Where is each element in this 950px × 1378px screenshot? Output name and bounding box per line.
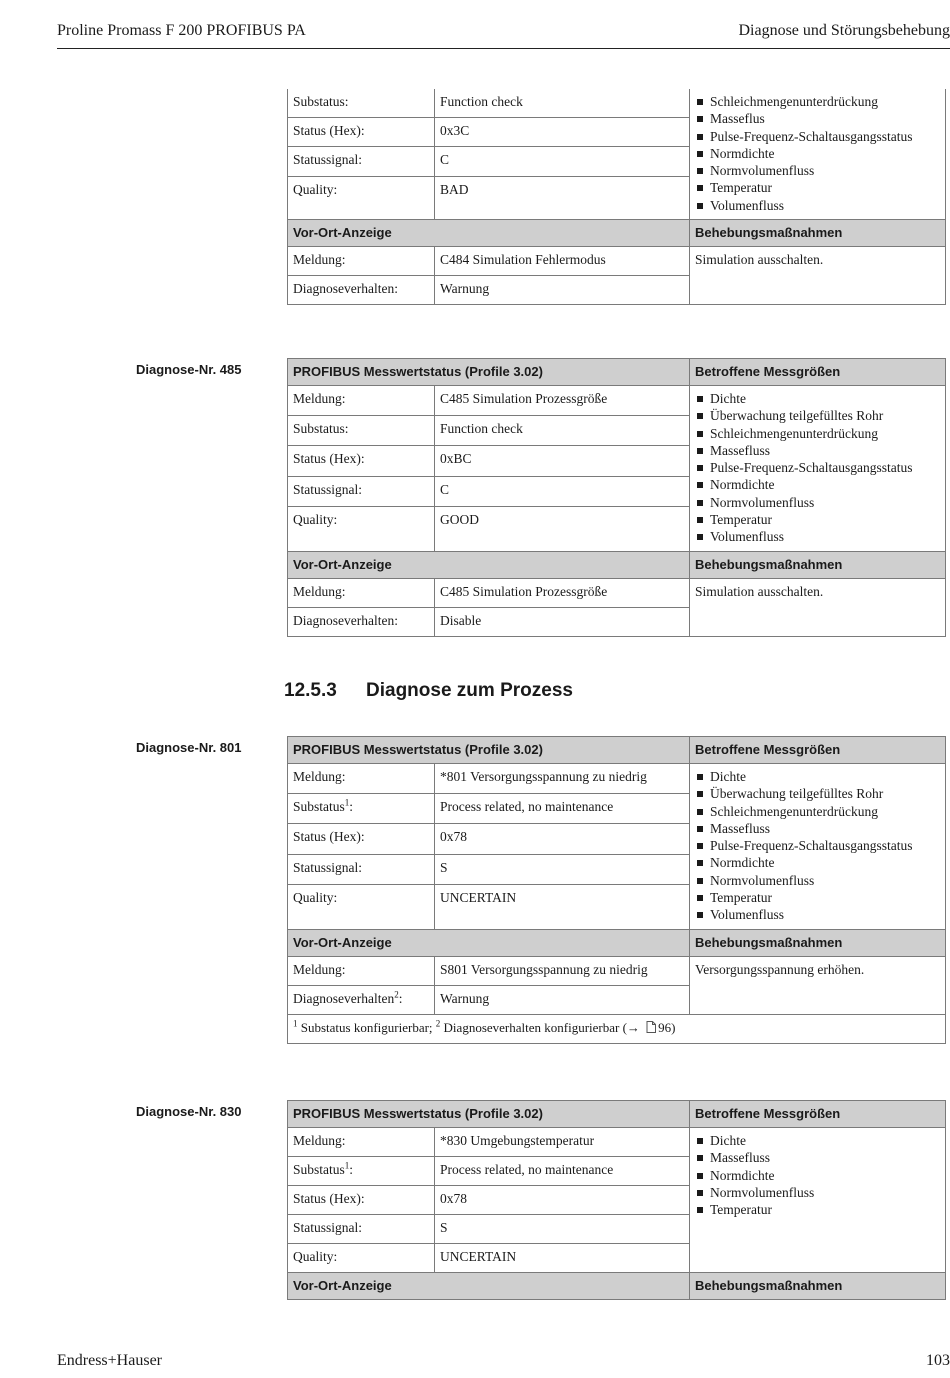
status-hex-value: 0x78	[435, 824, 690, 854]
list-item: Schleichmengenunterdrückung	[695, 93, 940, 110]
list-item: Dichte	[695, 1132, 940, 1149]
page-reference-icon	[646, 1021, 656, 1033]
status-header: PROFIBUS Messwertstatus (Profile 3.02)	[288, 1101, 690, 1128]
header-rule	[57, 48, 950, 49]
list-item: Pulse-Frequenz-Schaltausgangsstatus	[695, 128, 940, 145]
list-item: Überwachung teilgefülltes Rohr	[695, 785, 940, 802]
meldung-label: Meldung:	[288, 1128, 435, 1157]
arrow-icon: →	[626, 1019, 640, 1035]
message-value: S801 Versorgungsspannung zu niedrig	[435, 956, 690, 985]
status-hex-label: Status (Hex):	[288, 824, 435, 854]
substatus-value: Process related, no maintenance	[435, 794, 690, 824]
list-item: Normvolumenfluss	[695, 872, 940, 889]
row-label: Status (Hex):	[288, 446, 435, 476]
list-item: Normvolumenfluss	[695, 494, 940, 511]
remedy-header: Behebungsmaßnahmen	[690, 220, 946, 247]
list-item: Pulse-Frequenz-Schaltausgangsstatus	[695, 459, 940, 476]
affected-measures-list	[695, 390, 940, 546]
substatus-label	[288, 1157, 435, 1186]
list-item: Normdichte	[695, 145, 940, 162]
footnote-substatus: Substatus konfigurierbar;	[300, 1019, 433, 1035]
table-footnote	[288, 1014, 946, 1043]
remedy-text: Simulation ausschalten.	[690, 247, 946, 305]
diagnosis-table-485	[287, 358, 946, 637]
row-value: Function check	[435, 416, 690, 446]
substatus-label-text: Substatus	[293, 799, 345, 815]
affected-measures-list	[695, 93, 940, 214]
status-signal-label: Statussignal:	[288, 854, 435, 884]
row-label: Substatus:	[288, 416, 435, 446]
row-label: Quality:	[288, 506, 435, 536]
list-item: Volumenfluss	[695, 528, 940, 545]
list-item: Temperatur	[695, 1201, 940, 1218]
list-item: Normdichte	[695, 854, 940, 871]
section-heading	[284, 680, 573, 702]
footnote-page-reference[interactable]: 96)	[658, 1019, 676, 1035]
meldung-value: *830 Umgebungstemperatur	[435, 1128, 690, 1157]
behavior-value: Warnung	[435, 985, 690, 1014]
list-item: Normvolumenfluss	[695, 162, 940, 179]
diagnosis-table-830	[287, 1100, 946, 1300]
diagnosis-number-label: Diagnose-Nr. 801	[136, 740, 242, 755]
footnote-marker-1: 1	[344, 1160, 350, 1171]
row-value: 0x3C	[435, 118, 690, 147]
label-colon: :	[349, 799, 354, 815]
list-item: Normdichte	[695, 476, 940, 493]
affected-measures-cell	[690, 89, 946, 220]
row-value: BAD	[435, 176, 690, 205]
quality-label: Quality:	[288, 884, 435, 914]
list-item: Schleichmengenunterdrückung	[695, 425, 940, 442]
remedy-text: Simulation ausschalten.	[690, 578, 946, 636]
row-label: Statussignal:	[288, 476, 435, 506]
substatus-value: Process related, no maintenance	[435, 1157, 690, 1186]
measures-header: Betroffene Messgrößen	[690, 359, 946, 386]
status-hex-value: 0x78	[435, 1186, 690, 1215]
list-item: Überwachung teilgefülltes Rohr	[695, 407, 940, 424]
behavior-label: Diagnoseverhalten:	[288, 276, 435, 305]
remedy-header: Behebungsmaßnahmen	[690, 551, 946, 578]
row-value: 0xBC	[435, 446, 690, 476]
list-item: Volumenfluss	[695, 906, 940, 923]
behavior-label: Diagnoseverhalten:	[288, 607, 435, 636]
list-item: Normdichte	[695, 1167, 940, 1184]
footnote-marker-1: 1	[344, 797, 350, 808]
row-value: GOOD	[435, 506, 690, 536]
diagnosis-table-484-continued	[287, 89, 946, 305]
remedy-header: Behebungsmaßnahmen	[690, 1273, 946, 1300]
row-label: Statussignal:	[288, 147, 435, 176]
list-item: Temperatur	[695, 889, 940, 906]
substatus-label	[288, 794, 435, 824]
list-item: Dichte	[695, 768, 940, 785]
running-header-title: Proline Promass F 200 PROFIBUS PA	[57, 22, 306, 39]
section-number: 12.5.3	[284, 680, 337, 701]
diagnosis-number-label: Diagnose-Nr. 830	[136, 1104, 242, 1119]
list-item: Volumenfluss	[695, 197, 940, 214]
page-number: 103	[926, 1352, 950, 1369]
running-header-section: Diagnose und Störungsbehebung	[738, 22, 950, 39]
list-item: Massefluss	[695, 442, 940, 459]
affected-measures-list	[695, 1132, 940, 1218]
affected-measures-cell	[690, 1128, 946, 1273]
label-colon: :	[398, 990, 403, 1006]
remedy-header: Behebungsmaßnahmen	[690, 929, 946, 956]
local-display-header: Vor-Ort-Anzeige	[288, 220, 690, 247]
local-display-header: Vor-Ort-Anzeige	[288, 929, 690, 956]
status-signal-value: S	[435, 1215, 690, 1244]
list-item: Dichte	[695, 390, 940, 407]
section-title: Diagnose zum Prozess	[366, 680, 573, 701]
footnote-marker-1: 1	[293, 1018, 298, 1029]
substatus-label-text: Substatus	[293, 1162, 345, 1177]
diagnosis-number-label: Diagnose-Nr. 485	[136, 362, 242, 377]
status-header: PROFIBUS Messwertstatus (Profile 3.02)	[288, 359, 690, 386]
status-signal-label: Statussignal:	[288, 1215, 435, 1244]
meldung-label: Meldung:	[288, 764, 435, 794]
affected-measures-list	[695, 768, 940, 924]
message-label: Meldung:	[288, 578, 435, 607]
diagnosis-table-801	[287, 736, 946, 1044]
label-colon: :	[349, 1162, 354, 1177]
footnote-behavior: Diagnoseverhalten konfigurierbar (	[443, 1019, 627, 1035]
affected-measures-cell	[690, 386, 946, 552]
row-value: C	[435, 476, 690, 506]
footnote-marker-2: 2	[435, 1018, 441, 1029]
message-label: Meldung:	[288, 956, 435, 985]
list-item: Normvolumenfluss	[695, 1184, 940, 1201]
status-header: PROFIBUS Messwertstatus (Profile 3.02)	[288, 737, 690, 764]
behavior-label	[288, 985, 435, 1014]
status-hex-label: Status (Hex):	[288, 1186, 435, 1215]
measures-header: Betroffene Messgrößen	[690, 737, 946, 764]
row-label: Substatus:	[288, 89, 435, 118]
affected-measures-cell	[690, 764, 946, 930]
local-display-header: Vor-Ort-Anzeige	[288, 1273, 690, 1300]
row-label: Meldung:	[288, 386, 435, 416]
quality-label: Quality:	[288, 1244, 435, 1273]
row-value: Function check	[435, 89, 690, 118]
row-value: C	[435, 147, 690, 176]
row-label: Status (Hex):	[288, 118, 435, 147]
meldung-value: *801 Versorgungsspannung zu niedrig	[435, 764, 690, 794]
local-display-header: Vor-Ort-Anzeige	[288, 551, 690, 578]
status-signal-value: S	[435, 854, 690, 884]
behavior-value: Warnung	[435, 276, 690, 305]
behavior-value: Disable	[435, 607, 690, 636]
measures-header: Betroffene Messgrößen	[690, 1101, 946, 1128]
row-label: Quality:	[288, 176, 435, 205]
footer-brand: Endress+Hauser	[57, 1352, 162, 1369]
message-value: C484 Simulation Fehlermodus	[435, 247, 690, 276]
list-item: Masseflus	[695, 110, 940, 127]
quality-value: UNCERTAIN	[435, 1244, 690, 1273]
list-item: Pulse-Frequenz-Schaltausgangsstatus	[695, 837, 940, 854]
list-item: Temperatur	[695, 511, 940, 528]
quality-value: UNCERTAIN	[435, 884, 690, 914]
list-item: Massefluss	[695, 1149, 940, 1166]
list-item: Massefluss	[695, 820, 940, 837]
footnote-marker-2: 2	[394, 989, 399, 1000]
remedy-text: Versorgungsspannung erhöhen.	[690, 956, 946, 1014]
message-value: C485 Simulation Prozessgröße	[435, 578, 690, 607]
list-item: Schleichmengenunterdrückung	[695, 803, 940, 820]
row-value: C485 Simulation Prozessgröße	[435, 386, 690, 416]
message-label: Meldung:	[288, 247, 435, 276]
behavior-label-text: Diagnoseverhalten	[293, 990, 395, 1006]
list-item: Temperatur	[695, 179, 940, 196]
